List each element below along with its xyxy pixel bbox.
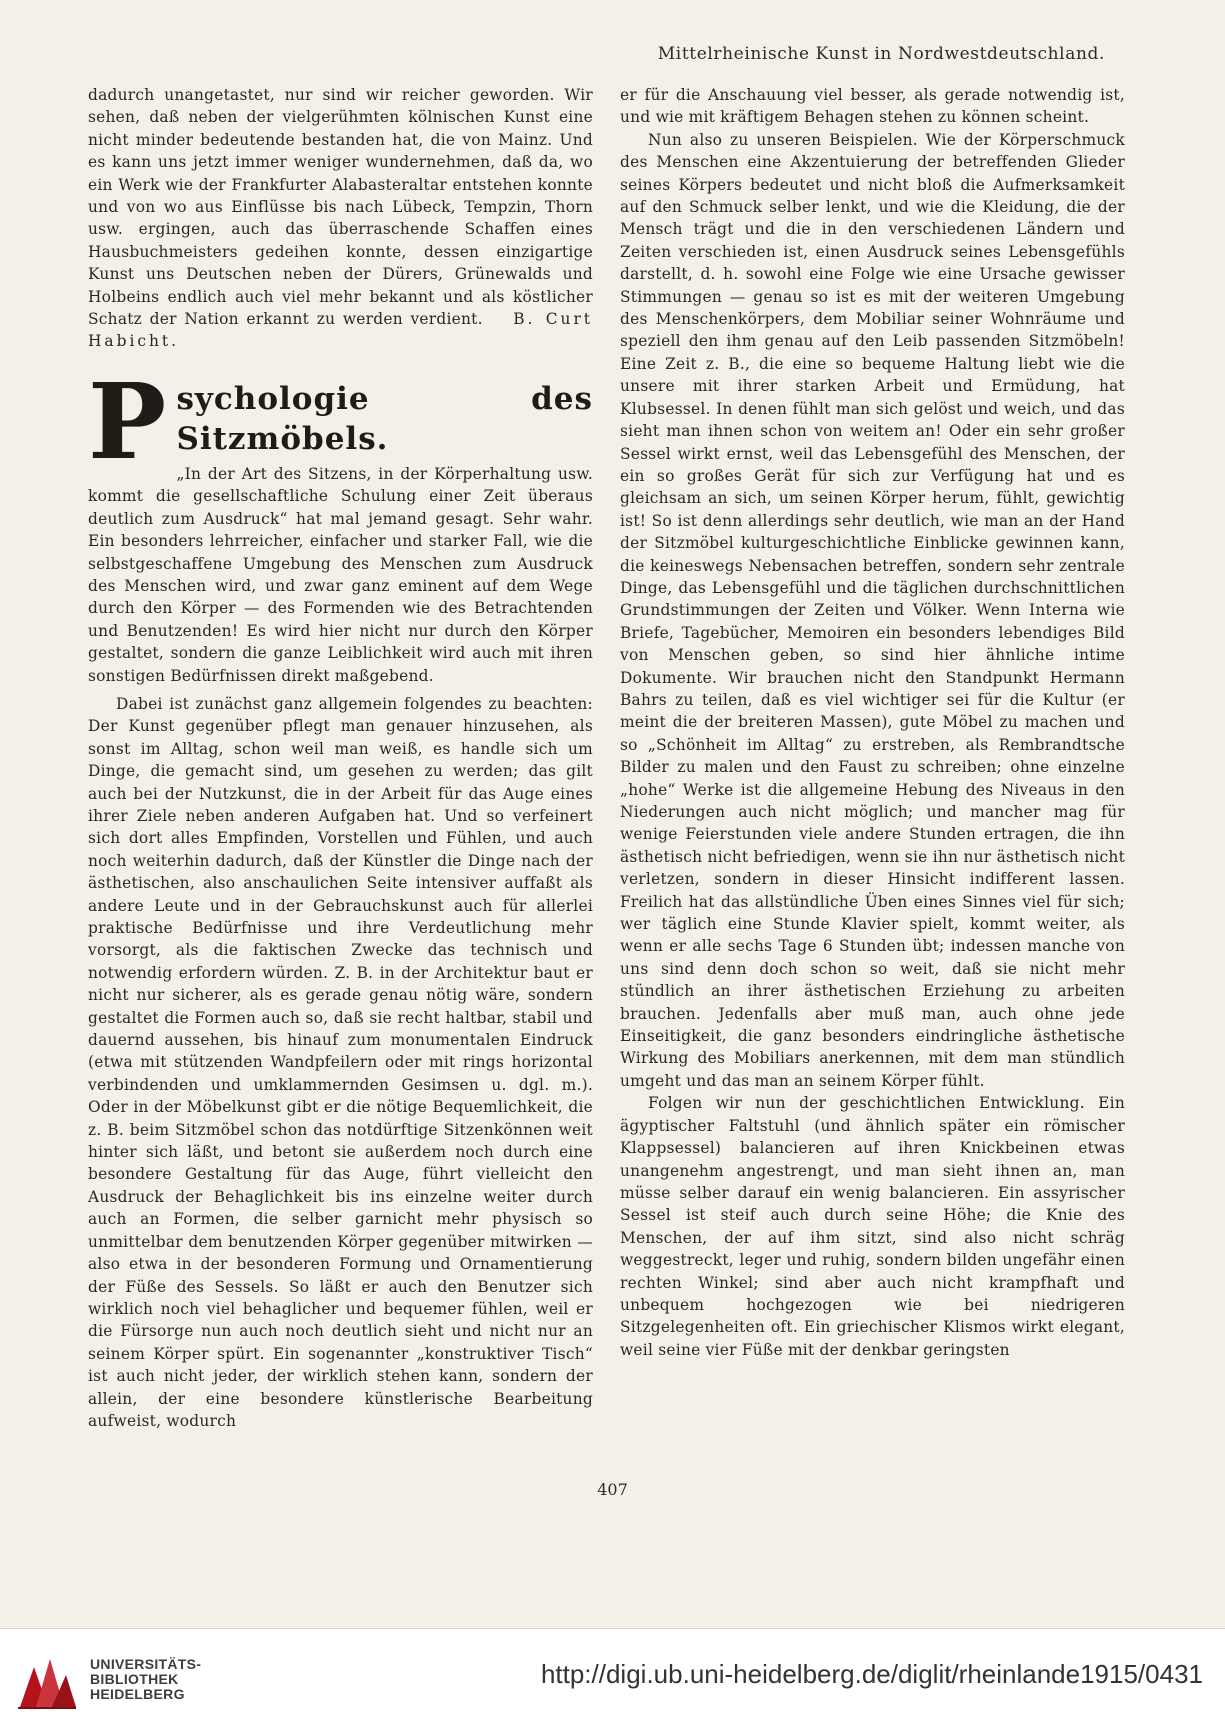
- left-continuation-text: dadurch unangetastet, nur sind wir reicher geworden. Wir sehen, daß neben der vielgerühmten kölnischen Kunst eine nicht minder bedeutende bestanden hat, die von Mainz. Und es kann uns jetzt immer weniger wundernehmen, daß da, wo ein Werk wie der Frankfurter Alabasteraltar entstehen konnte und von wo aus Einflüsse bis nach Lübeck, Tempzin, Thorn usw. ergingen, auch das überraschende Schaffen eines Hausbuchmeisters gedeihen konnte, dessen einzigartige Kunst uns Deutschen neben der Dürers, Grünewalds und Holbeins endlich auch viel mehr bekannt und als köstlicher Schatz der Nation erkannt zu werden verdient.: [88, 86, 593, 329]
- left-continuation-paragraph: [88, 84, 593, 353]
- right-column: [620, 84, 1125, 1361]
- library-name-line-3: HEIDELBERG: [90, 1686, 185, 1702]
- drop-cap-letter: P: [88, 374, 167, 483]
- library-seal-icon: [14, 1647, 80, 1713]
- page-number: 407: [597, 1480, 628, 1499]
- article-paragraph-2: Dabei ist zunächst ganz allgemein folgendes zu beachten: Der Kunst gegenüber pflegt man genauer hinzusehen, als sonst im Alltag, schon weil man weiß, es handle sich um Dinge, die gemacht sind, um gesehen zu werden; das gilt auch bei der Nutzkunst, die in der Arbeit für das Auge eines ihrer Ziele neben anderen Aufgaben hat. Und so verfeinert sich dort alles Empfinden, Vorstellen und Fühlen, und auch noch weiterhin dadurch, daß der Künstler die Dinge nach der ästhetischen, also anschaulichen Seite intensiver auffaßt als andere Leute und in der Gebrauchskunst auch für allerlei praktische Bedürfnisse und ihre Verdeutlichung mehr vorsorgt, als die faktischen Zwecke das technisch und notwendig erfordern würden. Z. B. in der Architektur baut er nicht nur sicherer, als es gerade genau nötig wäre, sondern gestaltet die Formen auch so, daß sie recht haltbar, stabil und dauernd aussehen, bis hinauf zum monumentalen Eindruck (etwa mit stützenden Wandpfeilern oder mit rings horizontal verbindenden und umklammernden Gesimsen u. dgl. m.). Oder in der Möbelkunst gibt er die nötige Bequemlichkeit, die z. B. beim Sitzmöbel schon das notdürftige Sitzenkönnen weit hinter sich läßt, und betont sie außerdem noch durch eine besondere Gestaltung für das Auge, führt vielleicht den Ausdruck der Behaglichkeit bis ins einzelne weiter durch auch an Formen, die selber garnicht mehr physisch so unmittelbar dem benutzenden Körper gegenüber mitwirken — also etwa in der besonderen Formung und Ornamentierung der Füße des Sessels. So läßt er auch den Benutzer sich wirklich noch viel behaglicher und bequemer fühlen, weil er die Fürsorge nun auch noch deutlich sieht und nicht nur an seinem Körper spürt. Ein sogenannter „konstruktiver Tisch“ ist auch nicht jeder, der wirklich stehen kann, sondern der allein, der eine besondere künstlerische Bearbeitung aufweist, wodurch: [88, 694, 593, 1430]
- author-signature: B. Curt Habicht.: [88, 310, 593, 351]
- library-name-line-2: BIBLIOTHEK: [90, 1671, 179, 1687]
- article-title: sychologie des Sitzmöbels.: [176, 380, 593, 457]
- running-header: Mittelrheinische Kunst in Nordwestdeutschland.: [657, 44, 1105, 64]
- library-name-line-1: UNIVERSITÄTS-: [90, 1656, 202, 1672]
- article-paragraph-1: „In der Art des Sitzens, in der Körperhaltung usw. kommt die gesellschaftliche Schulung einer Zeit überaus deutlich zum Ausdruck“ hat mal jemand gesagt. Sehr wahr. Ein besonders lehrreicher, einfacher und starker Fall, wie die selbstgeschaffene Umgebung des Menschen zum Ausdruck des Menschen wird, und zwar ganz eminent auf dem Wege durch den Körper — des Formenden wie des Betrachtenden und Benutzenden! Es wird hier nicht nur durch den Körper gestaltet, sondern die ganze Leiblichkeit wird auch mit ihren sonstigen Bedürfnissen direkt maßgebend.: [88, 464, 593, 685]
- article-heading: [88, 375, 593, 687]
- right-continuation-paragraph: er für die Anschauung viel besser, als gerade notwendig ist, und wie mit kräftigem Behagen stehen zu können scheint.: [620, 86, 1125, 127]
- university-library-logo: [14, 1647, 80, 1713]
- digitization-footer: [0, 1628, 1225, 1726]
- article-paragraph-4: Folgen wir nun der geschichtlichen Entwicklung. Ein ägyptischer Faltstuhl (und ähnlich später ein römischer Klappsessel) balancieren auf ihren Knickbeinen etwas unangenehm angestrengt, und man sieht ihnen an, man müsse selber darauf ein wenig balancieren. Ein assyrischer Sessel ist steif auch durch seine Höhe; die Knie des Menschen, der auf ihm sitzt, sind also nicht schräg weggestreckt, leger und ruhig, sondern bilden ungefähr einen rechten Winkel; sind aber auch nicht krampfhaft und unbequem hochgezogen wie bei niedrigeren Sitzgelegenheiten oft. Ein griechischer Klismos wirkt elegant, weil seine vier Füße mit der denkbar geringsten: [620, 1094, 1125, 1359]
- article-paragraph-3: Nun also zu unseren Beispielen. Wie der Körperschmuck des Menschen eine Akzentuierung der betreffenden Glieder seines Körpers bedeutet und nicht bloß die Aufmerksamkeit auf den Schmuck selber lenkt, und wie die Kleidung, die der Mensch trägt und die in den verschiedenen Ländern und Zeiten verschieden ist, einen Ausdruck seines Lebensgefühls darstellt, d. h. sowohl eine Folge wie eine Ursache gewisser Stimmungen — genau so ist es mit der weiteren Umgebung des Menschenkörpers, dem Mobiliar seiner Wohnräume und speziell den ihm genau auf den Leib passenden Sitzmöbeln! Eine Zeit z. B., die eine so bequeme Haltung liebt wie die unsere mit ihrer starken Arbeit und Ermüdung, hat Klubsessel. In denen fühlt man sich gelöst und weich, und das sieht man ihnen schon von weitem an! Oder ein sehr großer Sessel wirkt ernst, weil das Lebensgefühl des Menschen, der ein so großes Gerät für sich zur Verfügung hat und es gleichsam an sich, um seinen Körper herum, fühlt, gewichtig ist! So ist denn allerdings sehr deutlich, wie man an der Hand der Sitzmöbel kulturgeschichtliche Einblicke gewinnen kann, die keineswegs Nebensachen betreffen, sondern sehr zentrale Dinge, das Lebensgefühl und die täglichen durchschnittlichen Grundstimmungen der Zeiten und Völker. Wenn Interna wie Briefe, Tagebücher, Memoiren ein besonders lebendiges Bild von Menschen geben, so sind hier ähnliche intime Dokumente. Wir brauchen nicht den Standpunkt Hermann Bahrs zu teilen, daß es viel wichtiger sei für die Kultur (er meint die der breiteren Massen), gute Möbel zu machen und so „Schönheit im Alltag“ zu erstreben, als Rembrandtsche Bilder zu malen und den Faust zu schreiben; ohne einzelne „hohe“ Werke ist die allgemeine Hebung des Niveaus in den Niederungen auch nicht möglich; und mancher mag für wenige Feierstunden viele andere Stunden ertragen, die ihn ästhetisch nicht befriedigen, wenn sie ihn nur ästhetisch nicht verletzen, sondern in dieser Hinsicht indifferent lassen. Freilich hat das allstündliche Üben eines Sinnes viel für sich; wer täglich eine Stunde Klavier spielt, kommt weiter, als wenn er alle sechs Tage 6 Stunden übt; indessen manche von uns sind denn doch schon so weit, daß sie nicht mehr stündlich an ihrer ästhetischen Erziehung zu arbeiten brauchen. Jedenfalls aber muß man, auch ohne jede Einseitigkeit, die ganz besonders eindringliche ästhetische Wirkung des Mobiliars anerkennen, mit dem man stündlich umgeht und das man an seinem Körper fühlt.: [620, 130, 1125, 1090]
- library-name: [90, 1657, 201, 1702]
- source-url-link[interactable]: http://digi.ub.uni-heidelberg.de/diglit/rheinlande1915/0431: [540, 1659, 1203, 1689]
- left-column: [88, 84, 593, 1432]
